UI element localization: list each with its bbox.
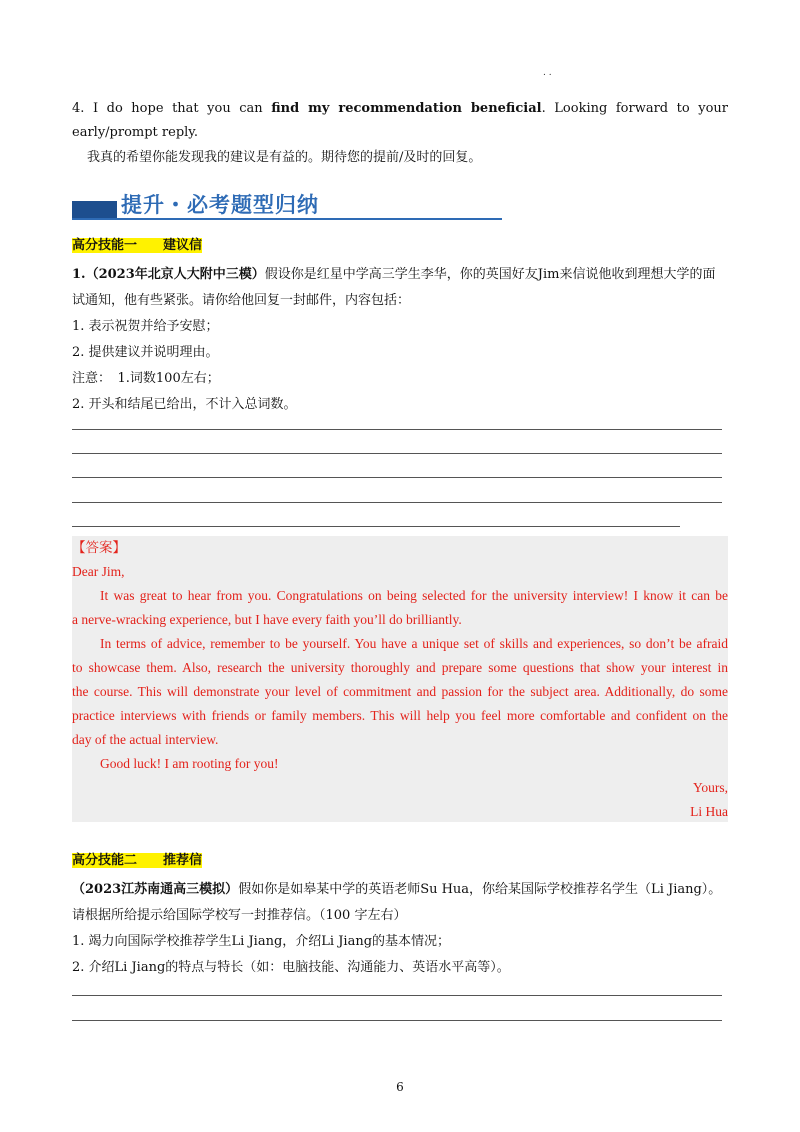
section2-heading-text: 高分技能二 推荐信 [72, 853, 203, 868]
section2-question [72, 877, 728, 981]
answer-line [72, 995, 722, 996]
answer-line [72, 453, 722, 454]
p4-tail: . Looking forward to your early/prompt reply. [72, 101, 728, 140]
q2-item: 2. 介绍Li Jiang的特点与特长（如：电脑技能、沟通能力、英语水平高等）。 [72, 960, 510, 975]
answer-line [72, 526, 680, 527]
banner-underline [72, 218, 502, 220]
p4-lead: 4. I do hope that you can [72, 101, 272, 116]
answer-line-text: Good luck! I am rooting for you! [100, 756, 279, 771]
answer-line-text: Dear Jim, [72, 564, 125, 579]
answer-line-text: day of the actual interview. [72, 732, 219, 747]
q1-text: 假设你是红星中学高三学生李华，你的英国好友Jim来信说他收到理想大学的面试通知，他有些紧张。请你给他回复一封邮件，内容包括： [72, 267, 716, 308]
answer-line-text: to showcase them. Also, research the university thoroughly and prepare some questions that show your interest in [72, 660, 728, 675]
q1-item: 注意： 1.词数100左右； [72, 371, 220, 386]
q1-item: 2. 提供建议并说明理由。 [72, 345, 219, 360]
corner-dots: . . [543, 68, 552, 78]
answer-line [72, 502, 722, 503]
q1-prompt [72, 262, 728, 314]
banner-title: 提升・必考题型归纳 [121, 193, 319, 217]
section1-heading-text: 高分技能一 建议信 [72, 238, 203, 253]
paragraph-4 [72, 97, 728, 145]
section2-heading [72, 851, 202, 871]
section-banner [72, 189, 502, 223]
answer-box [72, 536, 728, 822]
section1-question [72, 262, 728, 418]
p4-bold: find my recommendation beneficial [271, 101, 542, 116]
answer-label: 【答案】 [72, 540, 126, 555]
answer-line-text: It was great to hear from you. Congratulations on being selected for the university interview! I know it can be [100, 588, 728, 603]
q2-prompt [72, 877, 728, 929]
answer-closing: Yours, [692, 780, 728, 795]
answer-line [72, 477, 722, 478]
q1-item: 1. 表示祝贺并给予安慰； [72, 319, 219, 334]
section1-heading [72, 236, 202, 256]
q2-item: 1. 竭力向国际学校推荐学生Li Jiang，介绍Li Jiang的基本情况； [72, 934, 451, 949]
answer-line [72, 1020, 722, 1021]
answer-line [72, 429, 722, 430]
answer-line-text: a nerve-wracking experience, but I have every faith you’ll do brilliantly. [72, 612, 462, 627]
banner-block [72, 201, 117, 219]
answer-signature: Li Hua [690, 804, 728, 819]
answer-line-text: the course. This will demonstrate your level of commitment and passion for the subject area. Additionally, do some [72, 684, 728, 699]
q2-text: 假如你是如皋某中学的英语老师Su Hua，你给某国际学校推荐名学生（Li Jiang）。请根据所给提示给国际学校写一封推荐信。（100 字左右） [72, 882, 722, 923]
paragraph-4-translation: 我真的希望你能发现我的建议是有益的。期待您的提前/及时的回复。 [87, 150, 482, 165]
page-number: 6 [396, 1080, 404, 1094]
q1-item: 2. 开头和结尾已给出，不计入总词数。 [72, 397, 297, 412]
q2-source: （2023江苏南通高三模拟） [72, 882, 239, 897]
answer-line-text: practice interviews with friends or family members. This will help you feel more comfortable and confident on the [72, 708, 728, 723]
q1-source: 1.（2023年北京人大附中三模） [72, 267, 265, 282]
answer-line-text: In terms of advice, remember to be yourself. You have a unique set of skills and experiences, so don’t be afraid [100, 636, 728, 651]
